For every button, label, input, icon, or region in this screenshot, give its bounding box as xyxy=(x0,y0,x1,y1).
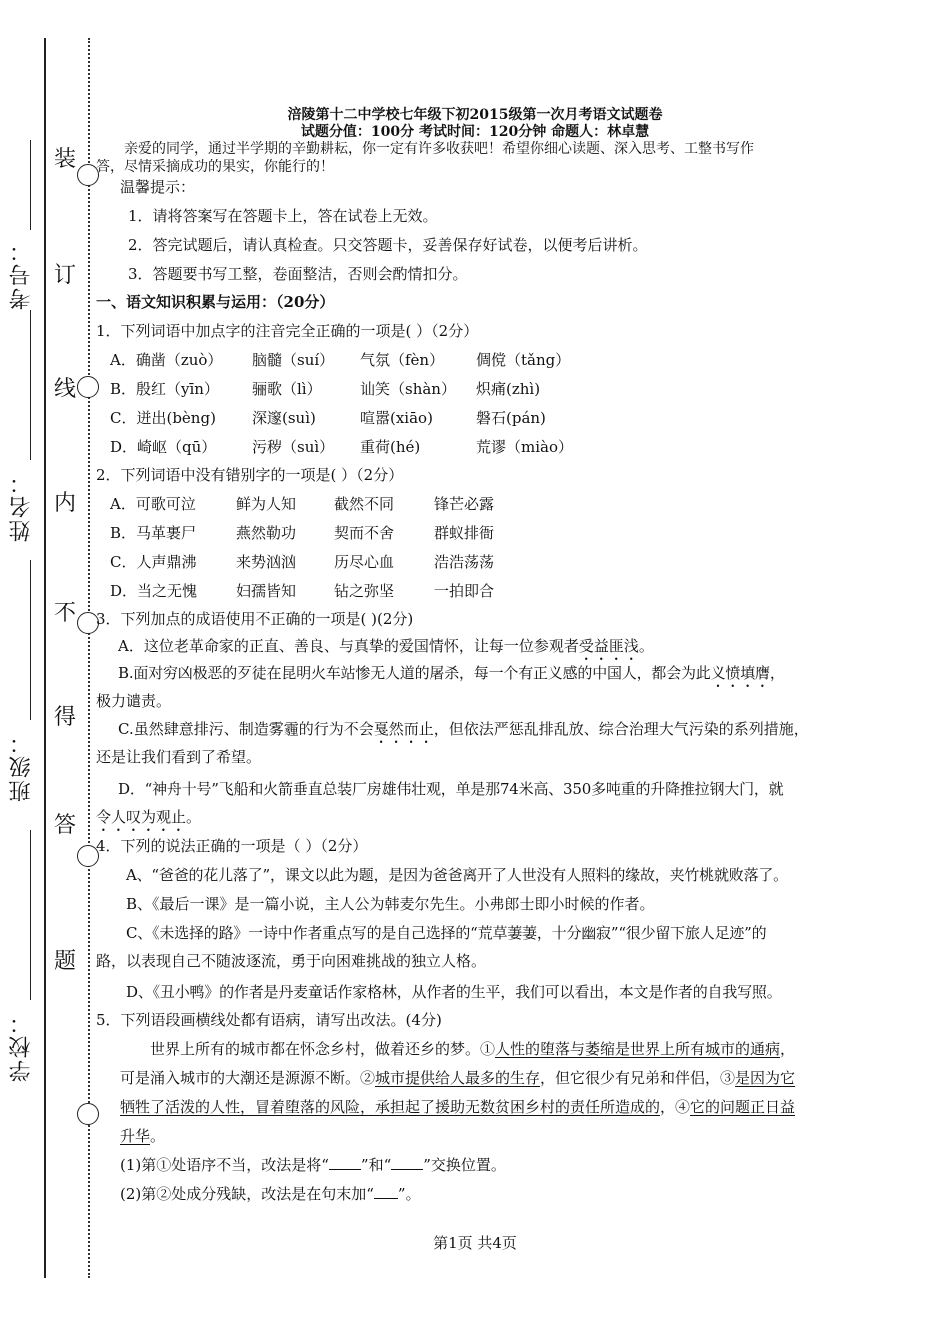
class-blank xyxy=(30,560,31,720)
passage-line xyxy=(120,1067,795,1088)
intro-line: 答，尽情采摘成功的果实，你能行的！ xyxy=(96,159,334,175)
binding-char: 答 xyxy=(54,813,77,838)
underlined-text: 牺牲了活泼的人性，冒着堕落的风险，承担起了援助无数贫困乡村的责任所造成的 xyxy=(120,1098,661,1116)
option-text-part: 。 xyxy=(186,808,202,826)
option-word: D．崎岖（qū） xyxy=(110,438,217,456)
passage-part: 世界上所有的城市都在怀念乡村，做着还乡的梦。① xyxy=(150,1040,496,1058)
option-text: B、《最后一课》是一篇小说，主人公为韩麦尔先生。小弗郎士即小时候的作者。 xyxy=(126,895,655,913)
option-text: 还是让我们看到了希望。 xyxy=(96,748,262,766)
option-text: C、《未选择的路》一诗中作者重点写的是自己选择的“荒草萋萋，十分幽寂”“很少留下旅人足迹”的 xyxy=(126,924,767,942)
sub-question-part: ”和“ xyxy=(360,1156,392,1174)
option-word: 污秽（suì） xyxy=(252,438,335,456)
option-word: 磐石(pán) xyxy=(476,409,546,427)
section-title: 一、语文知识积累与运用：（20分） xyxy=(96,293,335,311)
sub-question-part: ”。 xyxy=(397,1185,421,1203)
passage-part: 。 xyxy=(150,1127,166,1145)
answer-blank xyxy=(374,1186,398,1199)
passage-line xyxy=(150,1038,795,1059)
option-text xyxy=(118,662,785,691)
tips-title: 温馨提示： xyxy=(120,178,196,196)
question-stem: 2．下列词语中没有错别字的一项是( ）（2分） xyxy=(96,466,404,484)
option-word: C．人声鼎沸 xyxy=(110,553,197,571)
school-label: 学校： xyxy=(9,1010,34,1082)
exam-subtitle: 试题分值：100分 考试时间：120分钟 命题人：林卓慧 xyxy=(300,124,650,140)
option-text-part: ，但依法严惩乱排乱放、综合治理大气污染的系列措施， xyxy=(433,720,809,738)
option-word: C．迸出(bèng) xyxy=(110,409,216,427)
tip-item: 3．答题要书写工整，卷面整洁，否则会酌情扣分。 xyxy=(128,265,468,283)
class-label: 班级： xyxy=(9,730,34,802)
option-text-part: A．这位老革命家的正直、善良、与真挚的爱国情怀，让每一位参观者 xyxy=(118,637,579,655)
binding-hole-circle xyxy=(77,376,99,398)
option-word: 契而不舍 xyxy=(334,524,395,542)
dotted-idiom: 受益匪浅 xyxy=(578,637,639,655)
intro-line: 亲爱的同学，通过半学期的辛勤耕耘，你一定有许多收获吧！希望你细心读题、深入思考、工整书写作 xyxy=(124,141,754,157)
option-word: 锋芒必露 xyxy=(434,495,495,513)
option-word: 荒谬（miào） xyxy=(476,438,573,456)
option-text: D、《丑小鸭》的作者是丹麦童话作家格林，从作者的生平，我们可以看出，本文是作者的自我写照。 xyxy=(126,983,782,1001)
sub-question-part: (1)第①处语序不当，改法是将“ xyxy=(120,1156,329,1174)
option-word: A．可歌可泣 xyxy=(110,495,196,513)
sub-question xyxy=(120,1154,506,1175)
option-text: 极力谴责。 xyxy=(96,692,172,710)
answer-blank xyxy=(329,1157,361,1170)
binding-dotted-line xyxy=(88,38,90,1278)
question-stem: 4．下列的说法正确的一项是（ ）（2分） xyxy=(96,837,368,855)
binding-char: 装 xyxy=(54,147,77,172)
binding-char: 线 xyxy=(54,377,77,402)
option-word: 群蚁排衙 xyxy=(434,524,495,542)
binding-char: 得 xyxy=(54,705,77,730)
option-text-part: C.虽然肆意排污、制造雾霾的行为不会 xyxy=(118,720,374,738)
option-word: B．马革裹尸 xyxy=(110,524,197,542)
question-stem: 3．下列加点的成语使用不正确的一项是( )(2分) xyxy=(96,610,414,628)
sub-question xyxy=(120,1183,421,1204)
option-text xyxy=(96,806,201,835)
option-word: D．当之无愧 xyxy=(110,582,198,600)
option-word: 一拍即合 xyxy=(434,582,495,600)
binding-char: 不 xyxy=(54,601,77,626)
option-word: 骊歌（lì） xyxy=(252,380,322,398)
option-word: 鲜为人知 xyxy=(236,495,297,513)
option-text-part: B.面对穷凶极恶的歹徒在昆明火车站惨无人道的屠杀，每一个有正义感的中国人，都会为此 xyxy=(118,664,711,682)
tip-item: 2．答完试题后，请认真检查。只交答题卡，妥善保存好试卷，以便考后讲析。 xyxy=(128,236,648,254)
passage-part: ，④ xyxy=(660,1098,691,1116)
underlined-text: 人性的堕落与萎缩是世界上所有城市的通病 xyxy=(495,1040,781,1058)
underlined-text: 是因为它 xyxy=(735,1069,796,1087)
dotted-idiom: 义愤填膺 xyxy=(710,664,770,682)
school-blank xyxy=(30,830,31,1000)
exam-number-label: 考号： xyxy=(9,238,34,310)
option-text: 路，以表现自己不随波逐流，勇于向困难挑战的独立人格。 xyxy=(96,952,487,970)
option-text: A、“爸爸的花儿落了”，课文以此为题，是因为爸爸离开了人世没有人照料的缘故，夹竹桃就败落了。 xyxy=(126,866,788,884)
option-word: 喧嚣(xiāo) xyxy=(360,409,433,427)
name-blank xyxy=(30,310,31,460)
passage-part: ， xyxy=(780,1040,796,1058)
option-word: 讪笑（shàn） xyxy=(360,380,456,398)
option-word: 重荷(hé) xyxy=(360,438,421,456)
option-word: 炽痛(zhì) xyxy=(476,380,541,398)
tip-item: 1．请将答案写在答题卡上，答在试卷上无效。 xyxy=(128,207,438,225)
option-word: 脑髓（suí） xyxy=(252,351,335,369)
option-text xyxy=(118,635,654,664)
binding-char: 订 xyxy=(54,263,77,288)
dotted-idiom: 令人叹为观止 xyxy=(96,808,187,826)
option-text-part: ， xyxy=(769,664,785,682)
option-word: 燕然勒功 xyxy=(236,524,297,542)
option-word: 深邃(suì) xyxy=(252,409,316,427)
question-stem: 1．下列词语中加点字的注音完全正确的一项是( ）（2分） xyxy=(96,322,479,340)
question-stem: 5．下列语段画横线处都有语病，请写出改法。(4分) xyxy=(96,1011,442,1029)
passage-part: 可是涌入城市的大潮还是源源不断。② xyxy=(120,1069,376,1087)
page-footer: 第1页 共4页 xyxy=(433,1234,517,1252)
passage-line xyxy=(120,1096,795,1117)
sub-question-part: (2)第②处成分残缺，改法是在句末加“ xyxy=(120,1185,374,1203)
option-word: 钻之弥坚 xyxy=(334,582,395,600)
sub-question-part: ”交换位置。 xyxy=(423,1156,506,1174)
option-text: D．“神舟十号”飞船和火箭垂直总装厂房雄伟壮观，单是那74米高、350多吨重的升降推拉钢大门，就 xyxy=(118,780,784,798)
underlined-text: 城市提供给人最多的生存 xyxy=(375,1069,541,1087)
underlined-text: 升华 xyxy=(120,1127,151,1145)
binding-char: 内 xyxy=(54,491,77,516)
exam-title: 涪陵第十二中学校七年级下初2015级第一次月考语文试题卷 xyxy=(287,107,663,123)
dotted-idiom: 戛然而止 xyxy=(373,720,434,738)
name-label: 姓名： xyxy=(9,470,34,542)
option-word: B．殷红（yīn） xyxy=(110,380,219,398)
option-word: 气氛（fèn） xyxy=(360,351,445,369)
option-word: A．确凿（zuò） xyxy=(110,351,223,369)
option-text xyxy=(118,718,809,747)
binding-solid-line xyxy=(44,38,46,1278)
passage-line xyxy=(120,1125,165,1146)
option-word: 历尽心血 xyxy=(334,553,395,571)
underlined-text: 它的问题正日益 xyxy=(690,1098,796,1116)
binding-hole-circle xyxy=(77,1103,99,1125)
exam-number-blank xyxy=(30,140,31,230)
option-text-part: 。 xyxy=(638,637,654,655)
passage-part: ，但它很少有兄弟和伴侣，③ xyxy=(540,1069,736,1087)
answer-blank xyxy=(391,1157,423,1170)
option-word: 截然不同 xyxy=(334,495,395,513)
option-word: 来势汹汹 xyxy=(236,553,297,571)
option-word: 浩浩荡荡 xyxy=(434,553,495,571)
option-word: 妇孺皆知 xyxy=(236,582,297,600)
option-word: 倜傥（tǎng） xyxy=(476,351,571,369)
binding-char: 题 xyxy=(54,949,77,974)
